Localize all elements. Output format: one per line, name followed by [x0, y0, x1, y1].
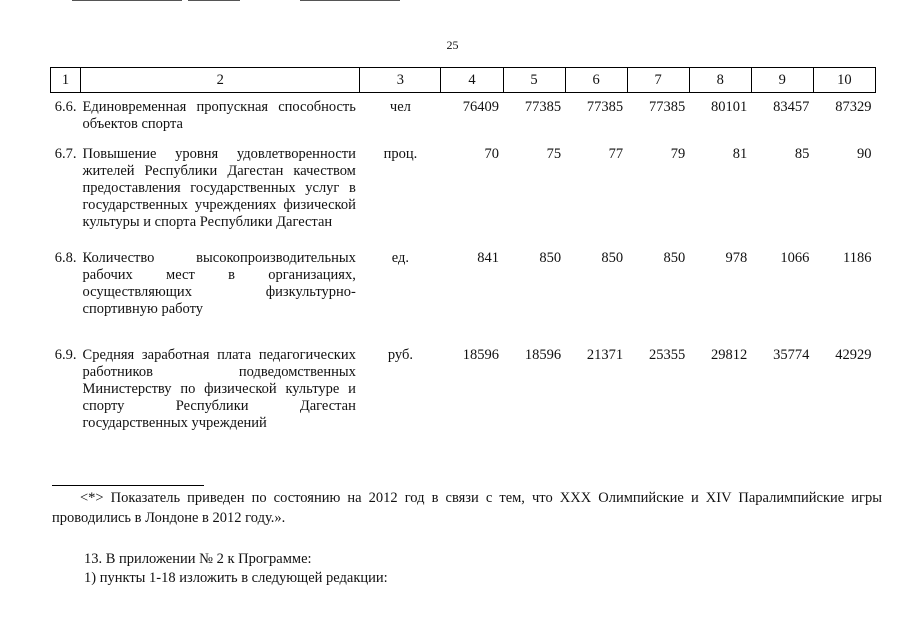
table-row — [51, 250, 876, 347]
row-value: 850 — [663, 250, 686, 266]
row-value: 70 — [484, 146, 500, 162]
row-unit: руб. — [387, 347, 413, 363]
row-description: Повышение уровня удовлетворенности жителей Республики Дагестан качеством предоставления государственных услуг в государственных учреждениях физической культуры и спорта Республики Дагестан — [82, 146, 356, 230]
row-value: 35774 — [773, 347, 810, 363]
row-value: 18596 — [524, 347, 562, 363]
column-header: 5 — [503, 68, 565, 93]
amendment-paragraph: 1) пункты 1-18 изложить в следующей редакции: — [84, 570, 388, 586]
row-value: 21371 — [586, 347, 624, 363]
row-unit: ед. — [391, 250, 410, 266]
column-header: 4 — [441, 68, 503, 93]
row-value: 79 — [670, 146, 686, 162]
footnote: <*> Показатель приведен по состоянию на 2012 год в связи с тем, что XXX Олимпийские и XIV Паралимпийские игры проводились в Лондоне в 2012 году.». — [52, 490, 882, 526]
indicators-table — [50, 67, 876, 449]
scan-artifact — [188, 0, 240, 1]
row-value: 77385 — [524, 99, 562, 115]
column-header: 2 — [81, 68, 360, 93]
table-row — [51, 133, 876, 250]
row-description: Единовременная пропускная способность объектов спорта — [82, 99, 356, 132]
row-value: 1066 — [780, 250, 810, 266]
table-row — [51, 93, 876, 134]
row-value: 77 — [608, 146, 624, 162]
row-unit: чел — [389, 99, 411, 115]
amendment-paragraph: 13. В приложении № 2 к Программе: — [84, 551, 312, 567]
row-number: 6.6. — [54, 99, 77, 115]
row-value: 85 — [794, 146, 810, 162]
column-header: 7 — [627, 68, 689, 93]
column-header: 8 — [689, 68, 751, 93]
row-value: 18596 — [462, 347, 500, 363]
row-value: 1186 — [843, 250, 872, 266]
row-value: 42929 — [835, 347, 872, 363]
row-value: 850 — [601, 250, 624, 266]
row-value: 850 — [539, 250, 562, 266]
page-number: 25 — [446, 38, 459, 52]
row-number: 6.8. — [54, 250, 77, 266]
row-value: 75 — [546, 146, 562, 162]
row-value: 77385 — [648, 99, 686, 115]
column-header: 1 — [51, 68, 81, 93]
footnote-separator — [52, 485, 204, 486]
row-value: 29812 — [711, 347, 748, 363]
row-value: 25355 — [648, 347, 686, 363]
row-value: 87329 — [835, 99, 872, 115]
row-value: 978 — [725, 250, 748, 266]
table-header-row — [51, 68, 876, 93]
row-number: 6.7. — [54, 146, 77, 162]
row-value: 76409 — [462, 99, 500, 115]
scan-artifact — [72, 0, 182, 1]
row-value: 81 — [732, 146, 748, 162]
column-header: 3 — [360, 68, 441, 93]
column-header: 10 — [813, 68, 875, 93]
row-number: 6.9. — [54, 347, 77, 363]
row-description: Количество высокопроизводительных рабочих мест в организациях, осуществляющих физкультурно-спортивную работу — [82, 250, 356, 317]
row-value: 841 — [477, 250, 500, 266]
column-header: 6 — [565, 68, 627, 93]
row-value: 90 — [857, 146, 872, 162]
table-row — [51, 347, 876, 449]
scan-artifact — [300, 0, 400, 1]
row-value: 80101 — [711, 99, 748, 115]
row-description: Средняя заработная плата педагогических работников подведомственных Министерству по физической культуре и спорту Республики Дагестан государственных учреждений — [82, 347, 356, 431]
row-value: 77385 — [586, 99, 624, 115]
column-header: 9 — [751, 68, 813, 93]
row-value: 83457 — [773, 99, 810, 115]
row-unit: проц. — [383, 146, 418, 162]
